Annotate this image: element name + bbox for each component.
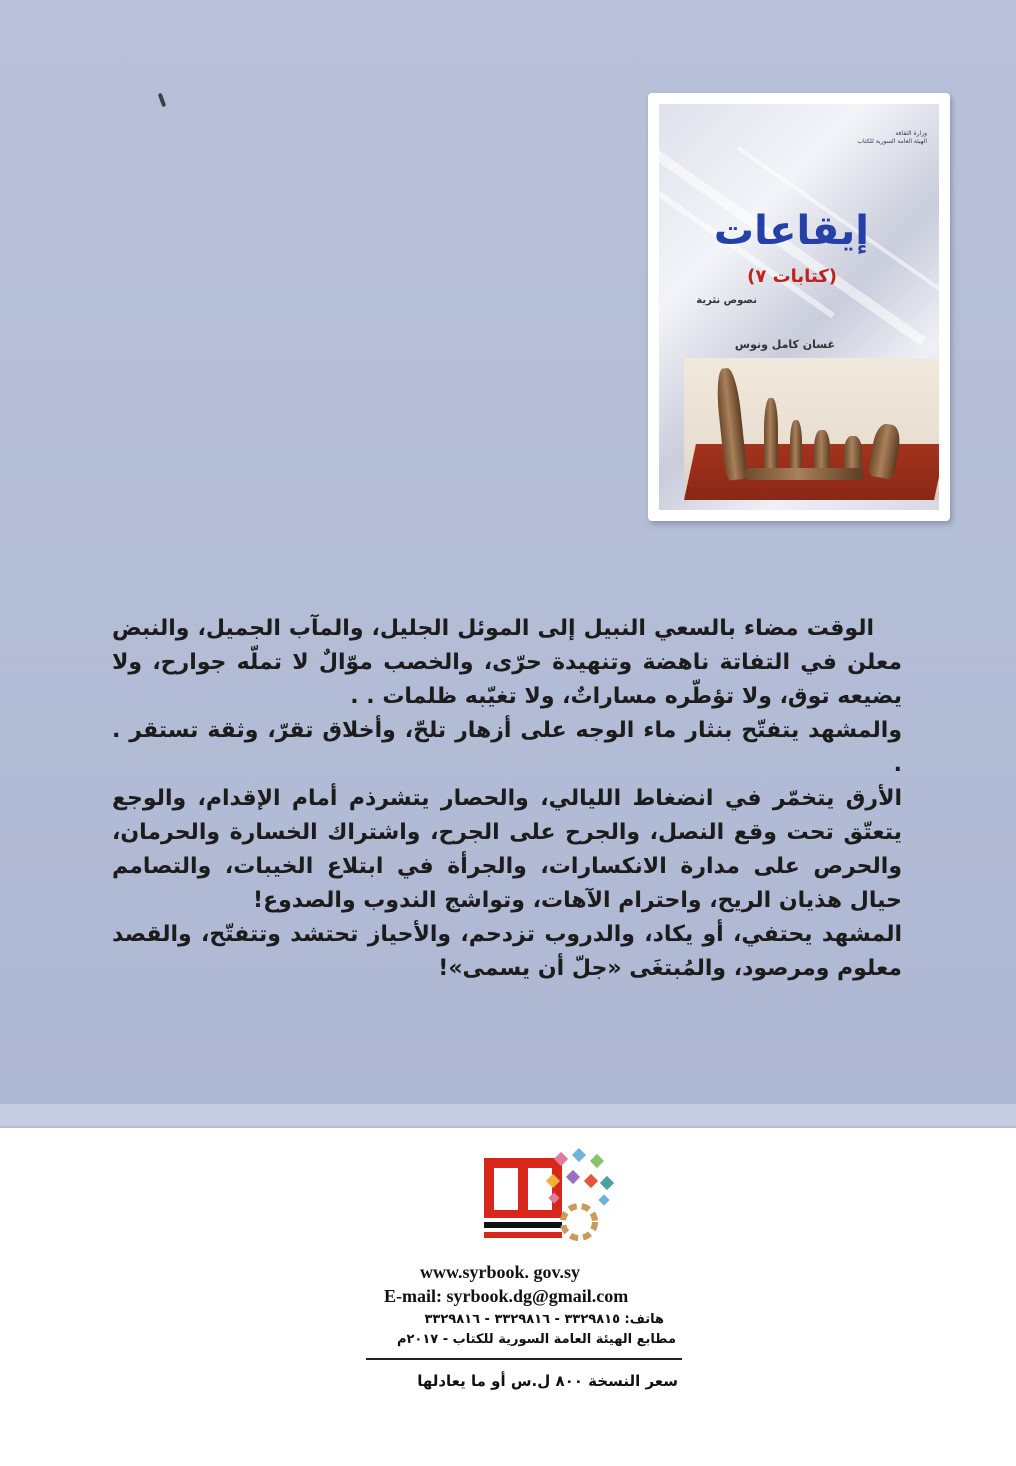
book-series: (كتابات ٧) [747,266,837,287]
price-divider [366,1358,682,1360]
printer-credit: مطابع الهيئة العامة السورية للكتاب - ٢٠١٧م [396,1332,676,1347]
website-link[interactable]: www.syrbook. gov.sy [420,1262,581,1282]
culture-emblem-icon [542,1148,616,1248]
phone-numbers: هاتف: ٣٣٢٩٨١٥ - ٣٣٢٩٨١٦ - ٣٣٢٩٨١٦ [424,1312,664,1327]
wood-sculpture-base [744,468,864,480]
book-cover [659,104,939,510]
book-cover-thumbnail [648,93,950,521]
book-author: غسان كامل ونوس [734,338,835,351]
back-cover-blurb [112,612,902,986]
blurb-paragraph: المشهد يحتفي، أو يكاد، والدروب تزدحم، والأحياز تحتشد وتتفتّح، والقصد معلوم ومرصود، والمُبتغَى «جلّ أن يسمى»! [112,922,902,981]
blurb-paragraph: الوقت مضاء بالسعي النبيل إلى الموئل الجليل، والمآب الجميل، والنبض معلن في التفاتة ناهضة وتنهيدة حرّى، والخصب موّالٌ لا تملّه جوارح، ولا يضيعه توق، ولا تؤطّره مساراتٌ، ولا تغيّبه ظلمات . . [112,616,902,709]
footer-logos [0,1148,1016,1252]
book-title: إيقاعات [713,208,869,254]
publisher-line-1: وزارة الثقافة [895,130,927,137]
publisher-line-2: الهيئة العامة السورية للكتاب [857,138,927,145]
book-genre: نصوص نثرية [696,295,757,306]
email-link[interactable]: E-mail: syrbook.dg@gmail.com [384,1286,629,1306]
divider-band [0,1104,1016,1128]
cover-photo [684,358,939,500]
blurb-paragraph: الأرق يتخمّر في انضغاط الليالي، والحصار يتشرذم أمام الإقدام، والوجع يتعتّق تحت وقع النصل، والجرح على الجرح، واشتراك الخسارة والحرمان، والحرص على مدارة الانكسارات، والجرأة في ابتلاع الخيبات، والتصامم حيال هذيان الريح، واحترام الآهات، وتواشج الندوب والصدوع! [112,786,902,913]
price-label: سعر النسخة ٨٠٠ ل.س أو ما يعادلها [417,1372,678,1390]
wood-sculpture [764,398,778,478]
publisher-emblem [837,130,927,146]
blurb-paragraph: والمشهد يتفتّح بنثار ماء الوجه على أزهار تلحّ، وأخلاق تقرّ، وثقة تستقر . . [112,718,902,777]
